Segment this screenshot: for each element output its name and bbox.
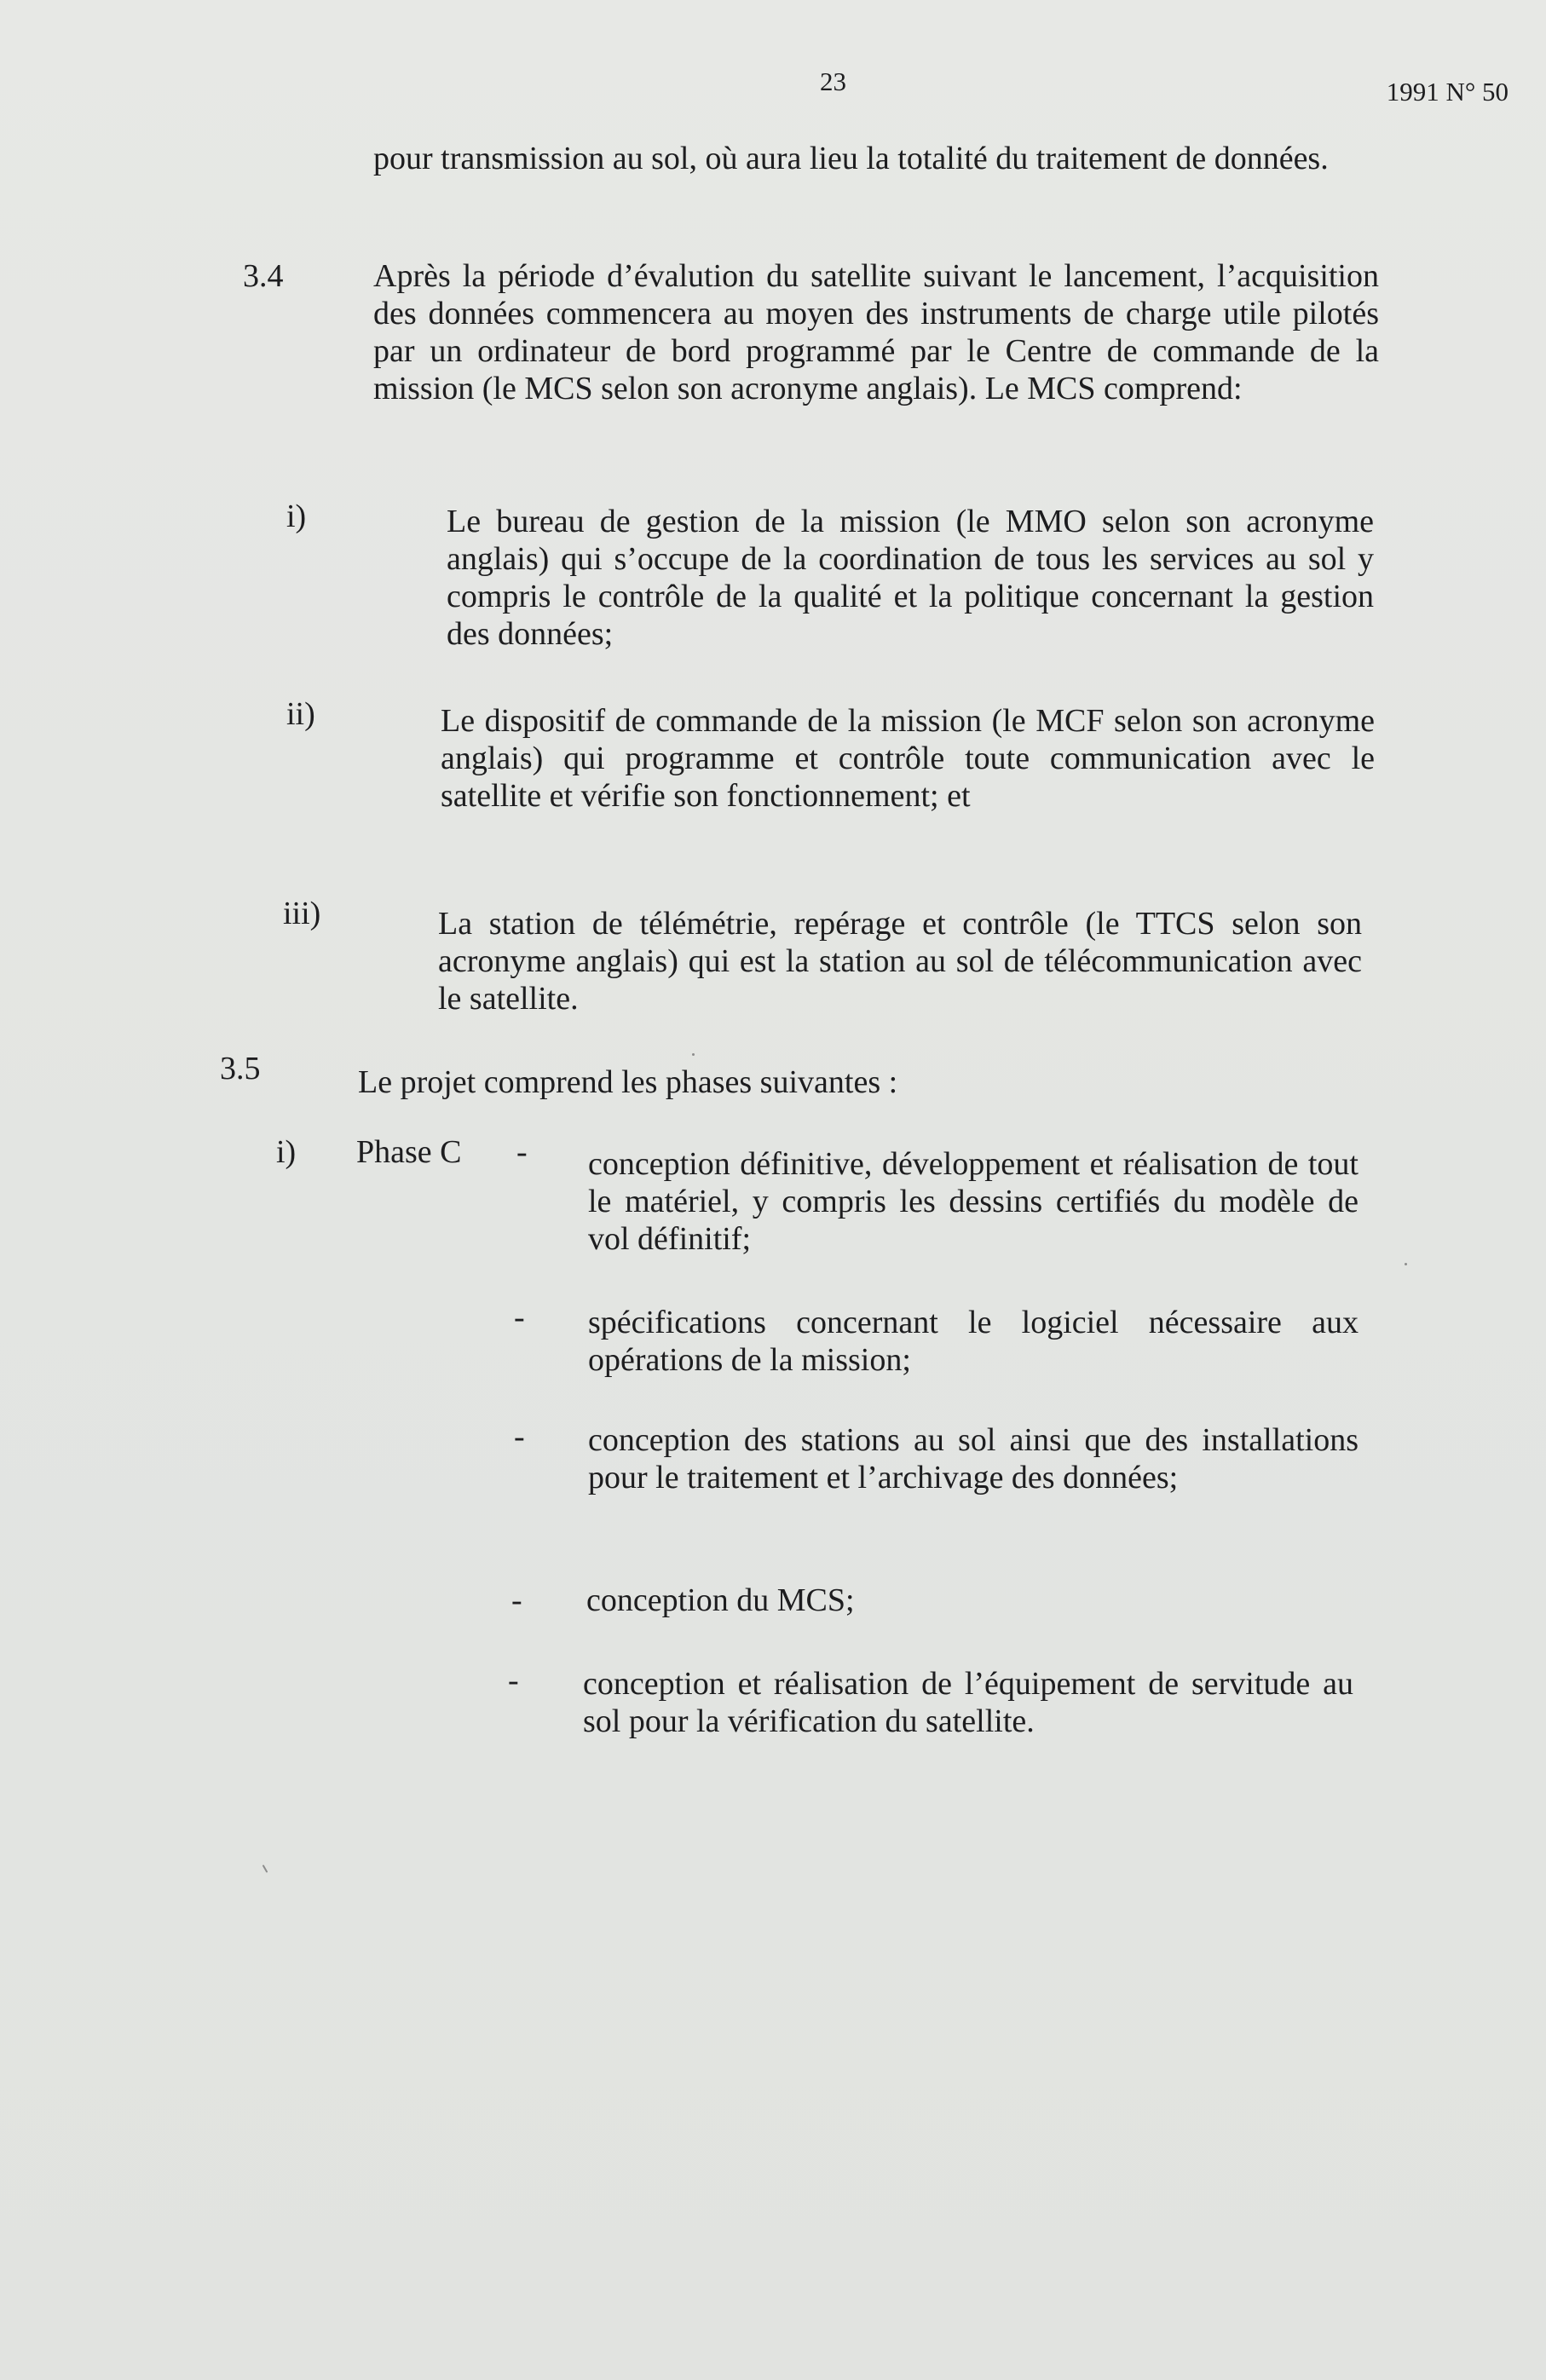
phase-name: Phase C [356, 1134, 462, 1170]
section-number-3-4: 3.4 [243, 258, 284, 294]
phase-item-dash: - [511, 1582, 522, 1618]
phase-item-dash: - [516, 1134, 528, 1170]
phase-item-ground-stations: conception des stations au sol ainsi que des installations pour le traitement et l’archivage des données; [588, 1422, 1359, 1495]
phase-item-software: spécifications concernant le logiciel nécessaire aux opérations de la mission; [588, 1305, 1359, 1378]
scan-speck [692, 1053, 695, 1056]
scan-speck [262, 1864, 268, 1873]
section-number-3-5: 3.5 [220, 1051, 261, 1086]
section-3-4-paragraph: Après la période d’évalution du satellite suivant le lancement, l’acquisition des données commencera au moyen des instruments de charge utile pilotés par un ordinateur de bord programmé par le Centre de commande de la mission (le MCS selon son acronyme anglais). Le MCS comprend: [373, 258, 1379, 406]
phase-item-mcs: conception du MCS; [586, 1582, 855, 1618]
journal-reference: 1991 N° 50 [1386, 77, 1509, 107]
phase-item-ground-equipment: conception et réalisation de l’équipement de servitude au sol pour la vérification du satellite. [583, 1666, 1353, 1739]
list-label-i: i) [286, 498, 307, 534]
phase-item-dash: - [508, 1663, 519, 1698]
list-label-ii: ii) [286, 696, 315, 732]
phase-item-dash: - [514, 1299, 525, 1335]
list-item-ttcs: La station de télémétrie, repérage et contrôle (le TTCS selon son acronyme anglais) qui est la station au sol de télécommunication avec le satellite. [438, 906, 1362, 1017]
section-3-5-paragraph: Le projet comprend les phases suivantes : [358, 1064, 898, 1100]
list-item-mcf: Le dispositif de commande de la mission (le MCF selon son acronyme anglais) qui programme et contrôle toute communication avec le satellite et vérifie son fonctionnement; et [441, 703, 1375, 814]
page-number: 23 [820, 66, 846, 96]
phase-item-dash: - [514, 1419, 525, 1455]
phase-item-design: conception définitive, développement et réalisation de tout le matériel, y compris les dessins certifiés du modèle de vol définitif; [588, 1146, 1359, 1257]
intro-paragraph: pour transmission au sol, où aura lieu la totalité du traitement de données. [373, 141, 1329, 176]
list-item-mmo: Le bureau de gestion de la mission (le MMO selon son acronyme anglais) qui s’occupe de la coordination de tous les services au sol y compris le contrôle de la qualité et la politique concernant la gestion des données; [447, 504, 1374, 652]
scan-speck [1405, 1263, 1407, 1265]
phase-label-i: i) [276, 1134, 297, 1170]
list-label-iii: iii) [283, 896, 321, 931]
